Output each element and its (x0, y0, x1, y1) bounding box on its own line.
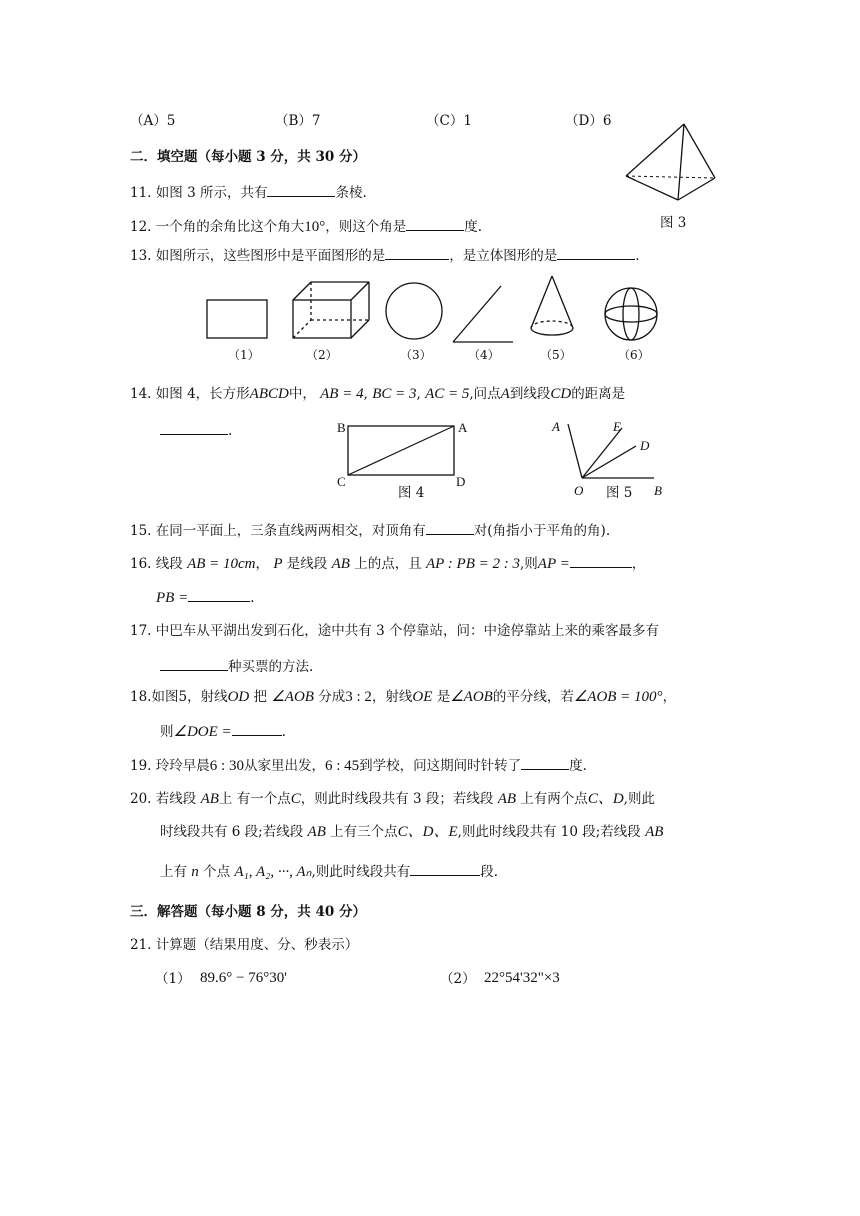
q-text: 段. (480, 864, 499, 880)
q-text: 种买票的方法. (228, 659, 314, 675)
q-text: 是线段 (286, 556, 328, 572)
question-11 (130, 182, 367, 202)
math: AB = 4 (320, 386, 364, 402)
question-14-cont (160, 420, 232, 440)
q-text: 如图所示，这些图形中是平面图形的是 (155, 248, 386, 264)
q-text: ,则 (520, 556, 538, 572)
question-12 (130, 216, 482, 236)
math: PB = (156, 590, 189, 606)
fig5-label-e: E (613, 419, 621, 434)
q-text: . (250, 590, 255, 606)
question-17-cont (160, 656, 313, 676)
fig4-rectangle (348, 426, 458, 478)
shape-cone (531, 276, 573, 335)
shape-circle (386, 283, 442, 339)
question-19 (130, 755, 587, 775)
fig5-caption: 图 5 (606, 485, 633, 501)
q-text: ， (631, 556, 646, 572)
math: P (273, 556, 283, 572)
math: ∠AOB (450, 689, 493, 705)
q-text: ，是立体图形的是 (449, 248, 558, 264)
math: 6 : 30 (209, 758, 244, 774)
q-num: 18. (130, 689, 152, 705)
q-text: 中， (288, 386, 316, 402)
math: ∠DOE = (173, 724, 232, 740)
math: A (500, 386, 510, 402)
q21-part1-expr: 89.6° − 76°30' (200, 970, 287, 986)
q21-part2-label: （2） (440, 971, 476, 987)
q-text: 是 (436, 689, 451, 705)
q-num: 13. (130, 248, 152, 264)
q-text: . (635, 248, 640, 264)
fig5-label-d: D (640, 438, 650, 453)
answer-blank[interactable] (426, 520, 474, 535)
answer-blank[interactable] (410, 861, 480, 876)
question-13 (130, 245, 640, 265)
math: AB (331, 556, 350, 572)
q-text: 条棱. (335, 185, 367, 201)
math: C、D (587, 791, 624, 807)
q-text: 玲玲早晨 (155, 758, 210, 774)
q-text: 度. (569, 758, 587, 774)
choice-d: （D）6 (565, 113, 612, 129)
shape-label-6: （6） (618, 348, 650, 362)
question-18-cont (160, 721, 286, 741)
q-text: 若线段 (155, 791, 197, 807)
question-15 (130, 520, 610, 540)
q-text: 对(角指小于平角的角). (473, 523, 611, 539)
choice-b: （B）7 (275, 113, 321, 129)
q-text: 从家里出发， (243, 758, 325, 774)
q-text: 中巴车从平湖出发到石化，途中共有 3 个停靠站，问：中途停靠站上来的乘客最多有 (155, 623, 659, 639)
math: ∠AOB (271, 689, 314, 705)
q21-part1-label: （1） (155, 971, 191, 987)
q-text: 如图 4，长方形 (155, 386, 250, 402)
question-20 (130, 790, 655, 808)
answer-blank[interactable] (385, 245, 449, 260)
q-text: 上的点，且 (354, 556, 422, 572)
q-text: 个点 (203, 864, 231, 880)
q-num: 11. (130, 185, 152, 201)
math: 10° (304, 219, 326, 235)
math: C、D、E (397, 824, 458, 840)
shape-label-2: （2） (306, 348, 338, 362)
q-text: 分成 (318, 689, 346, 705)
q-text: ，则此时线段共有 3 段；若线段 (300, 791, 494, 807)
q-text: 上有两个点 (520, 791, 588, 807)
q-text: ,则此时线段共有 10 段;若线段 (457, 824, 641, 840)
math: AB (200, 791, 219, 807)
q-text: 如图 3 所示，共有 (155, 185, 268, 201)
shape-label-5: （5） (540, 348, 572, 362)
q-text: ， (662, 689, 677, 705)
math: AC = 5 (425, 386, 470, 402)
fig3-caption: 图 3 (660, 215, 687, 231)
question-14: 14. 如图 4，长方形ABCD中， AB = 4, BC = 3, AC = 5,问点A到线段CD的距离是 (130, 386, 626, 402)
fig4-caption: 图 4 (398, 485, 425, 501)
q-num: 20. (130, 791, 152, 807)
math: n (191, 864, 199, 880)
fig4-label-a: A (458, 420, 468, 435)
q-text: 把 (253, 689, 268, 705)
shape-label-4: （4） (468, 348, 500, 362)
q-text: 则 (160, 724, 174, 740)
shape-label-3: （3） (400, 348, 432, 362)
q-num: 15. (130, 523, 152, 539)
answer-blank[interactable] (521, 755, 569, 770)
answer-blank[interactable] (232, 721, 282, 736)
shapes-row (195, 270, 675, 350)
math: OE (412, 689, 433, 705)
question-16 (130, 553, 645, 573)
q-text: 在同一平面上，三条直线两两相交，对顶角有 (155, 523, 426, 539)
q-text: 一个角的余角比这个角大 (155, 219, 305, 235)
q-text: 的平分线，若 (492, 689, 574, 705)
q-num: 19. (130, 758, 152, 774)
shape-sphere (605, 288, 657, 340)
math: ABCD (249, 386, 289, 402)
question-18 (130, 688, 676, 706)
q-num: 16. (130, 556, 152, 572)
q-text: . (281, 724, 286, 740)
q-text: ,则此时线段共有 (311, 864, 411, 880)
question-17 (130, 622, 659, 640)
answer-blank[interactable] (267, 182, 335, 197)
math: AB (497, 791, 517, 807)
math: AB = 10cm (187, 556, 256, 572)
shape-cuboid (293, 282, 369, 338)
fig5-label-a: A (552, 419, 560, 434)
math: 3 : 2 (345, 689, 372, 705)
shape-rectangle (207, 300, 267, 338)
answer-blank[interactable] (188, 587, 250, 602)
fig5-label-b: B (654, 483, 662, 498)
fig4-label-b: B (337, 420, 346, 435)
q-text: . (228, 423, 233, 439)
answer-blank[interactable] (160, 656, 228, 671)
math: AP = (537, 556, 570, 572)
q-num: 17. (130, 623, 152, 639)
fig3-tetrahedron (620, 120, 720, 210)
math: AB (645, 824, 664, 840)
q-text: 上有 (160, 864, 187, 880)
answer-blank[interactable] (160, 420, 228, 435)
q-text: 度. (464, 219, 483, 235)
q-text: 的距离是 (571, 386, 626, 402)
math: A₁, A₂, ···, Aₙ (234, 864, 312, 880)
math: BC = 3 (372, 386, 417, 402)
math: OD (227, 689, 250, 705)
q-num: 14. (130, 386, 152, 402)
math: C (290, 791, 301, 807)
question-20-line3 (160, 861, 498, 881)
q-num: 21. (130, 937, 152, 953)
q-text: ，则这个角是 (325, 219, 407, 235)
shape-angle (453, 286, 513, 342)
choice-c: （C）1 (426, 113, 472, 129)
q-text: 上有三个点 (330, 824, 398, 840)
q-text: 时线段共有 6 段;若线段 (160, 824, 304, 840)
question-21 (130, 936, 358, 954)
q-text: 如图5，射线 (151, 689, 228, 705)
math: AB (307, 824, 326, 840)
fig4-label-d: D (456, 474, 466, 489)
section2-title: 二．填空题（每小题 3 分，共 30 分） (130, 149, 366, 165)
choice-a: （A）5 (130, 113, 176, 129)
math: CD (550, 386, 572, 402)
q-text: ， (255, 556, 270, 572)
shape-label-1: （1） (228, 348, 260, 362)
q-text: 问点 (473, 386, 501, 402)
fig4-label-c: C (337, 474, 346, 489)
q-text: 计算题（结果用度、分、秒表示） (155, 937, 359, 953)
q-text: 到线段 (509, 386, 551, 402)
answer-blank[interactable] (557, 245, 635, 260)
math: 6 : 45 (324, 758, 360, 774)
q-num: 12. (130, 219, 152, 235)
q-text: 上 有一个点 (218, 791, 291, 807)
question-16-cont (156, 587, 255, 607)
q-text: 到学校，问这期间时针转了 (359, 758, 522, 774)
q21-part2-expr: 22°54'32"×3 (484, 970, 560, 986)
q-text: ,则此 (623, 791, 655, 807)
question-20-line2 (160, 823, 663, 841)
answer-blank[interactable] (570, 553, 632, 568)
section3-title: 三．解答题（每小题 8 分，共 40 分） (130, 904, 366, 920)
fig5-label-o: O (574, 483, 584, 498)
math: ∠AOB = 100° (573, 689, 663, 705)
math: AP : PB = 2 : 3 (426, 556, 520, 572)
answer-blank[interactable] (406, 216, 464, 231)
q-text: 线段 (155, 556, 183, 572)
q-text: ，射线 (371, 689, 413, 705)
fig5-angles (560, 420, 660, 490)
